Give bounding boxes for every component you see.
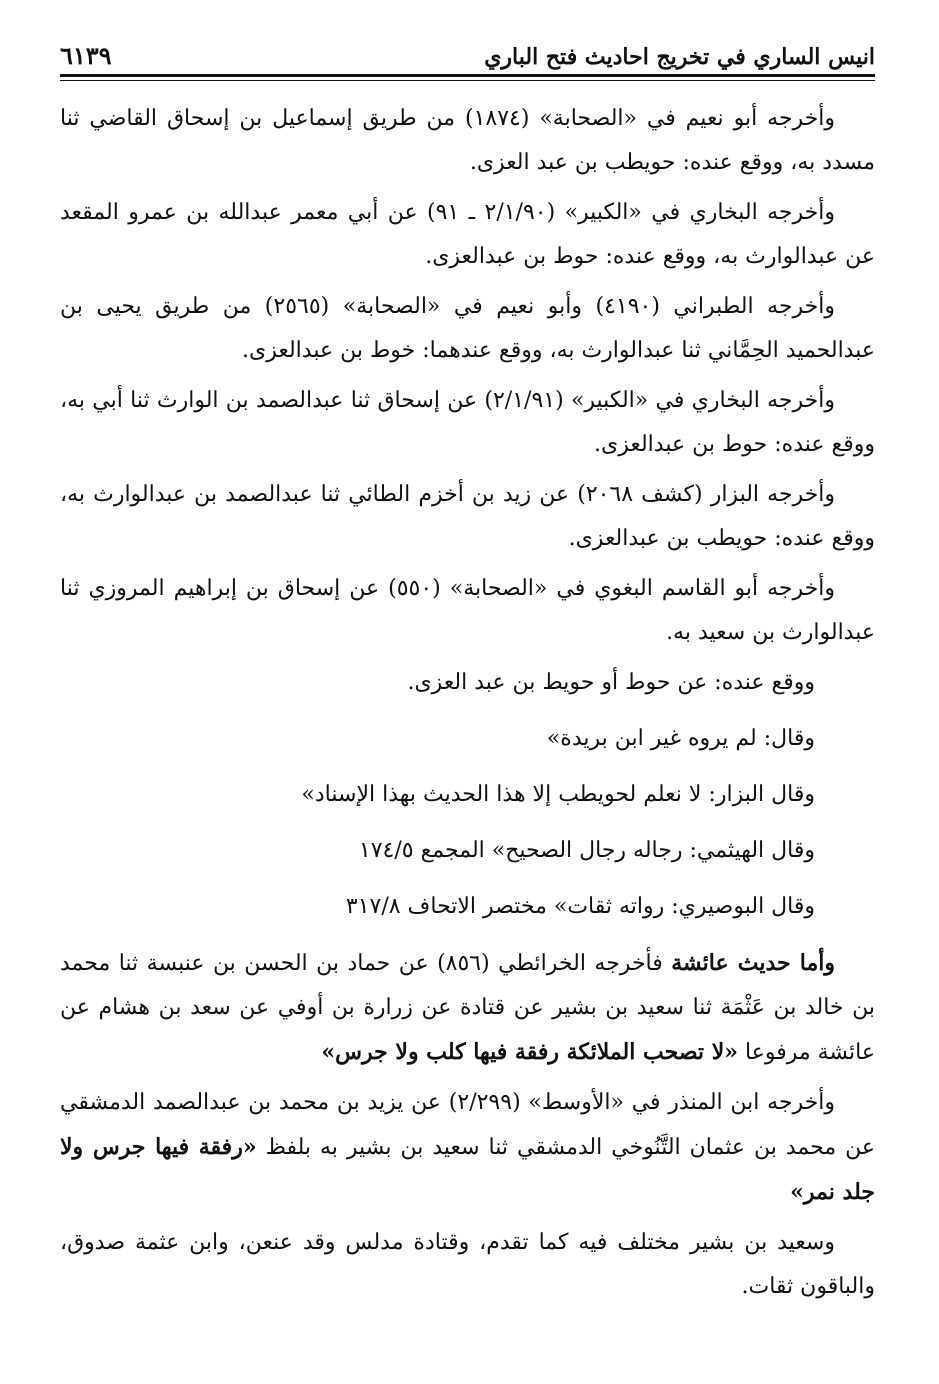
- mundhir-body: وأخرجه ابن المنذر في «الأوسط» (٢/٢٩٩) عن يزيد بن محمد بن عبدالصمد الدمشقي عن محمد بن عثمان التَّنُوخي الدمشقي ثنا سعيد بن بشير به بلفظ: [60, 1090, 875, 1160]
- page-body: [60, 97, 875, 1309]
- note-busiri: وقال البوصيري: رواته ثقات» مختصر الاتحاف ٣١٧/٨: [345, 894, 815, 919]
- note-qal: وقال: لم يروه غير ابن بريدة»: [546, 726, 815, 751]
- header-rule-thin: [60, 80, 875, 81]
- mundhir-quote: «رفقة فيها جرس ولا جلد نمر»: [60, 1134, 875, 1205]
- running-header: [60, 30, 875, 70]
- aisha-quote: «لا تصحب الملائكة رفقة فيها كلب ولا جرس»: [321, 1039, 738, 1065]
- note-bazzar: وقال البزار: لا نعلم لحويطب إلا هذا الحديث بهذا الإسناد»: [301, 782, 815, 807]
- note-wuqi: ووقع عنده: عن حوط أو حويط بن عبد العزى.: [407, 670, 815, 695]
- paragraph-abu-nuaym: وأخرجه أبو نعيم في «الصحابة» (١٨٧٤) من طريق إسماعيل بن إسحاق القاضي ثنا مسدد به، ووقع عنده: حويطب بن عبد العزى.: [60, 106, 875, 175]
- paragraph-bukhari-2: وأخرجه البخاري في «الكبير» (٢/١/٩١) عن إسحاق ثنا عبدالصمد بن الوارث ثنا أبي به، ووقع عنده: حوط بن عبدالعزى.: [60, 388, 875, 457]
- page: [60, 30, 875, 1315]
- header-rule-thick: [60, 74, 875, 77]
- aisha-body: فأخرجه الخرائطي (٨٥٦) عن حماد بن الحسن بن عنبسة ثنا محمد بن خالد بن عَثْمَة ثنا سعيد بن بشير عن قتادة عن زرارة بن أوفي عن سعد بن هشام عن عائشة مرفوعا: [60, 951, 875, 1065]
- paragraph-aisha: [60, 941, 875, 1075]
- paragraph-baghawi: وأخرجه أبو القاسم البغوي في «الصحابة» (٥٥٠) عن إسحاق بن إبراهيم المروزي ثنا عبدالوارث بن سعيد به.: [60, 576, 875, 645]
- paragraph-tabarani: وأخرجه الطبراني (٤١٩٠) وأبو نعيم في «الصحابة» (٢٥٦٥) من طريق يحيى بن عبدالحميد الحِمَّاني ثنا عبدالوارث به، ووقع عندهما: خوط بن عبدالعزى.: [60, 294, 875, 363]
- paragraph-ibn-mundhir: [60, 1081, 875, 1215]
- aisha-lead: وأما حديث عائشة: [671, 950, 835, 976]
- paragraph-conclusion: وسعيد بن بشير مختلف فيه كما تقدم، وقتادة مدلس وقد عنعن، وابن عثمة صدوق، والباقون ثقات.: [60, 1230, 875, 1299]
- paragraph-bukhari-1: وأخرجه البخاري في «الكبير» (٢/١/٩٠ ـ ٩١) عن أبي معمر عبدالله بن عمرو المقعد عن عبدالوارث به، ووقع عنده: حوط بن عبدالعزى.: [60, 200, 875, 269]
- page-number: ٦١٣٩: [60, 41, 112, 70]
- running-header-title: انيس الساري في تخريج احاديث فتح الباري: [484, 44, 875, 70]
- paragraph-bazzar: وأخرجه البزار (كشف ٢٠٦٨) عن زيد بن أخزم الطائي ثنا عبدالصمد بن عبدالوارث به، ووقع عنده: حويطب بن عبدالعزى.: [60, 482, 875, 551]
- note-haythami: وقال الهيثمي: رجاله رجال الصحيح» المجمع ١٧٤/٥: [358, 838, 815, 863]
